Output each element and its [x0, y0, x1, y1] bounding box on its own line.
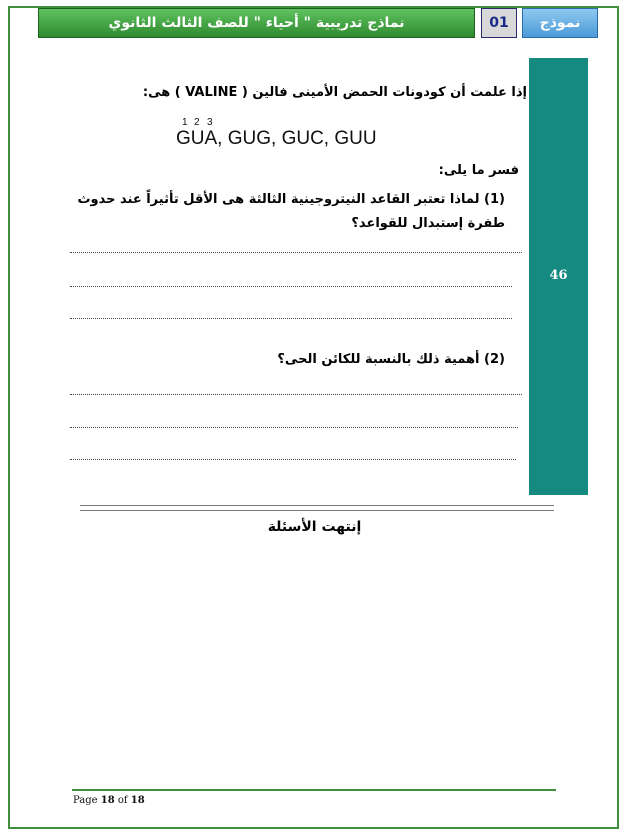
- question-2: [277, 352, 505, 367]
- page-total: 18: [130, 795, 145, 806]
- question-1-number: (1): [484, 192, 505, 207]
- end-of-questions: إنتهت الأسئلة: [267, 519, 362, 535]
- model-number: 01: [481, 8, 517, 38]
- question-intro: إذا علمت أن كودونات الحمض الأمينى فالين ( VALINE ) هى:: [142, 85, 527, 100]
- of-word: of: [117, 795, 128, 806]
- question-2-number: (2): [484, 352, 505, 367]
- answer-line[interactable]: [70, 394, 522, 395]
- page-current: 18: [100, 795, 115, 806]
- page-word: Page: [73, 795, 98, 806]
- question-2-text: أهمية ذلك بالنسبة للكائن الحى؟: [277, 352, 480, 367]
- question-1: [65, 188, 505, 236]
- footer-divider: [72, 789, 556, 791]
- question-number: 46: [549, 268, 568, 283]
- answer-line[interactable]: [70, 286, 512, 287]
- section-separator: [80, 505, 554, 511]
- header-title: نماذج تدريبية " أحياء " للصف الثالث الثانوي: [38, 8, 475, 38]
- codon-position-1: 1: [182, 117, 188, 128]
- codon-position-2: 2: [194, 117, 200, 128]
- answer-line[interactable]: [70, 427, 518, 428]
- answer-line[interactable]: [70, 459, 516, 460]
- codon-position-3: 3: [207, 117, 213, 128]
- answer-line[interactable]: [70, 318, 512, 319]
- explain-heading: فسر ما يلى:: [438, 163, 519, 178]
- page-footer: [73, 795, 145, 806]
- codon-list: GUA, GUG, GUC, GUU: [176, 128, 377, 149]
- answer-line[interactable]: [70, 252, 522, 253]
- question-1-text: لماذا تعتبر القاعد النيتروجينية الثالثة هى الأقل تأثيراً عند حدوث طفرة إستبدال للقواعد؟: [77, 192, 505, 231]
- model-label: نموذج: [522, 8, 598, 38]
